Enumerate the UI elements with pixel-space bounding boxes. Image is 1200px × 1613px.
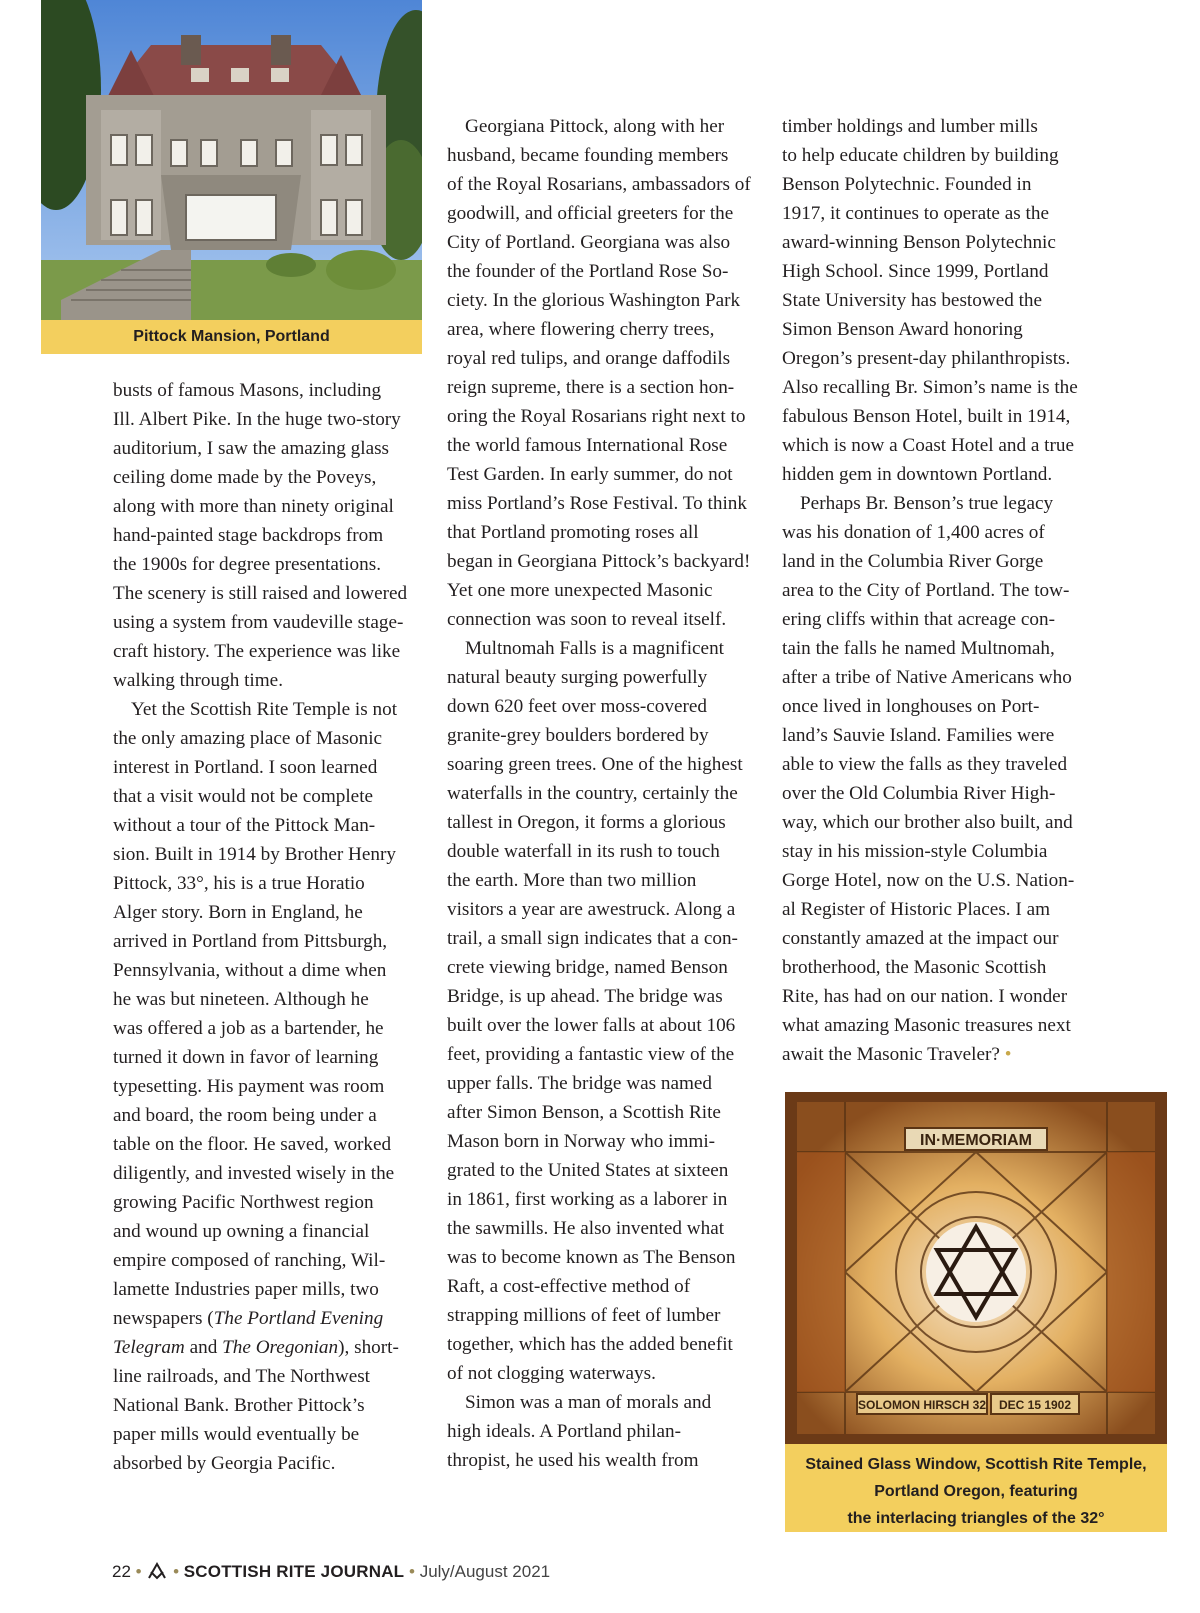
text-line: of not clogging waterways. (447, 1363, 656, 1384)
text-line: ceiling dome made by the Poveys, (113, 467, 377, 488)
text-line: down 620 feet over moss-covered (447, 696, 708, 717)
text-line: stay in his mission-style Columbia (782, 841, 1048, 862)
text-span: newspapers ( (113, 1308, 214, 1329)
stained-glass-photo (785, 1092, 1167, 1444)
text-line: Test Garden. In early summer, do not (447, 464, 733, 485)
text-line: and wound up owning a financial (113, 1221, 370, 1242)
text-line: The scenery is still raised and lowered (113, 583, 408, 604)
text-line: Simon was a man of morals and (465, 1392, 712, 1413)
text-line: trail, a small sign indicates that a con- (447, 928, 738, 949)
text-line: after a tribe of Native Americans who (782, 667, 1072, 688)
text-line: which is now a Coast Hotel and a true (782, 435, 1075, 456)
text-line: growing Pacific Northwest region (113, 1192, 374, 1213)
text-line (113, 1333, 428, 1362)
text-line: waterfalls in the country, certainly the (447, 783, 738, 804)
column-3 (782, 112, 1102, 1069)
italic-title: The Oregonian (222, 1337, 339, 1358)
text-line: without a tour of the Pittock Man- (113, 815, 376, 836)
text-line: Oregon’s present-day philanthropists. (782, 348, 1071, 369)
stained-glass-caption (785, 1444, 1167, 1532)
text-line: high ideals. A Portland philan- (447, 1421, 681, 1442)
text-line: what amazing Masonic treasures next (782, 1015, 1071, 1036)
text-line: land in the Columbia River Gorge (782, 551, 1044, 572)
italic-title: The Portland Evening (213, 1308, 384, 1329)
text-line: Alger story. Born in England, he (113, 902, 363, 923)
text-line: upper falls. The bridge was named (447, 1073, 712, 1094)
text-line: tallest in Oregon, it forms a glorious (447, 812, 726, 833)
text-line: the world famous International Rose (447, 435, 728, 456)
text-line: way, which our brother also built, and (782, 812, 1073, 833)
column-1 (113, 376, 428, 1478)
text-line: the only amazing place of Masonic (113, 728, 383, 749)
text-line: was to become known as The Benson (447, 1247, 736, 1268)
text-line: Georgiana Pittock, along with her (465, 116, 725, 137)
text-line: crete viewing bridge, named Benson (447, 957, 728, 978)
text-span: ), short- (338, 1337, 399, 1358)
text-line: auditorium, I saw the amazing glass (113, 438, 390, 459)
text-line: Perhaps Br. Benson’s true legacy (800, 493, 1054, 514)
text-line: the founder of the Portland Rose So- (447, 261, 729, 282)
text-line: the sawmills. He also invented what (447, 1218, 725, 1239)
text-line: granite-grey boulders bordered by (447, 725, 709, 746)
text-line: sion. Built in 1914 by Brother Henry (113, 844, 396, 865)
text-line: miss Portland’s Rose Festival. To think (447, 493, 747, 514)
text-line: empire composed of ranching, Wil- (113, 1250, 386, 1271)
text-line: once lived in longhouses on Port- (782, 696, 1040, 717)
text-line: along with more than ninety original (113, 496, 394, 517)
caption-line: Portland Oregon, featuring (874, 1483, 1078, 1500)
text-line: connection was soon to reveal itself. (447, 609, 727, 630)
text-span: and (184, 1337, 223, 1358)
text-line: tain the falls he named Multnomah, (782, 638, 1055, 659)
text-line: was his donation of 1,400 acres of (782, 522, 1045, 543)
text-line: husband, became founding members (447, 145, 729, 166)
compass-square-icon (146, 1562, 168, 1580)
text-line: Rite, has had on our nation. I wonder (782, 986, 1068, 1007)
text-line: table on the floor. He saved, worked (113, 1134, 392, 1155)
text-line: of the Royal Rosarians, ambassadors of (447, 174, 751, 195)
text-span: await the Masonic Traveler? (782, 1044, 1000, 1065)
separator: • (173, 1562, 180, 1581)
text-line: Yet the Scottish Rite Temple is not (131, 699, 398, 720)
text-line: that Portland promoting roses all (447, 522, 699, 543)
text-line: feet, providing a fantastic view of the (447, 1044, 735, 1065)
text-line: Ill. Albert Pike. In the huge two-story (113, 409, 401, 430)
text-line: line railroads, and The Northwest (113, 1366, 371, 1387)
text-line: walking through time. (113, 670, 283, 691)
hirsch-text: SOLOMON HIRSCH 32 (857, 1398, 987, 1412)
italic-title: Telegram (113, 1337, 185, 1358)
text-line: Bridge, is up ahead. The bridge was (447, 986, 723, 1007)
text-line: busts of famous Masons, including (113, 380, 382, 401)
text-line: 1917, it continues to operate as the (782, 203, 1049, 224)
text-line: Pennsylvania, without a dime when (113, 960, 387, 981)
text-line: award-winning Benson Polytechnic (782, 232, 1056, 253)
text-line: visitors a year are awestruck. Along a (447, 899, 736, 920)
text-line: able to view the falls as they traveled (782, 754, 1068, 775)
text-line: area, where flowering cherry trees, (447, 319, 715, 340)
text-line: soaring green trees. One of the highest (447, 754, 743, 775)
text-line: the earth. More than two million (447, 870, 697, 891)
text-line: land’s Sauvie Island. Families were (782, 725, 1055, 746)
text-line: Pittock, 33°, his is a true Horatio (113, 873, 365, 894)
text-line: royal red tulips, and orange daffodils (447, 348, 731, 369)
text-line: built over the lower falls at about 106 (447, 1015, 736, 1036)
text-line: absorbed by Georgia Pacific. (113, 1453, 336, 1474)
text-line (113, 1304, 428, 1333)
text-line: craft history. The experience was like (113, 641, 401, 662)
text-line: oring the Royal Rosarians right next to (447, 406, 746, 427)
text-line: natural beauty surging powerfully (447, 667, 708, 688)
text-line: ering cliffs within that acreage con- (782, 609, 1055, 630)
text-line: lamette Industries paper mills, two (113, 1279, 379, 1300)
caption-line: Stained Glass Window, Scottish Rite Temple, (805, 1456, 1147, 1473)
text-line: constantly amazed at the impact our (782, 928, 1059, 949)
page-footer (112, 1562, 550, 1582)
memoriam-text: IN·MEMORIAM (920, 1132, 1032, 1149)
text-line: hand-painted stage backdrops from (113, 525, 384, 546)
text-line: that a visit would not be complete (113, 786, 374, 807)
journal-title: SCOTTISH RITE JOURNAL (183, 1562, 405, 1581)
column-2 (447, 112, 762, 1475)
text-line (782, 1040, 1102, 1069)
text-line: arrived in Portland from Pittsburgh, (113, 931, 388, 952)
text-line: interest in Portland. I soon learned (113, 757, 378, 778)
text-line: Mason born in Norway who immi- (447, 1131, 716, 1152)
text-line: began in Georgiana Pittock’s backyard! (447, 551, 751, 572)
text-line: in 1861, first working as a laborer in (447, 1189, 728, 1210)
text-line: paper mills would eventually be (113, 1424, 360, 1445)
text-line: grated to the United States at sixteen (447, 1160, 729, 1181)
text-line: ciety. In the glorious Washington Park (447, 290, 741, 311)
text-line: he was but nineteen. Although he (113, 989, 369, 1010)
text-line: State University has bestowed the (782, 290, 1043, 311)
issue-date: July/August 2021 (419, 1562, 551, 1581)
text-line: al Register of Historic Places. I am (782, 899, 1051, 920)
text-line: Benson Polytechnic. Founded in (782, 174, 1032, 195)
text-line: and board, the room being under a (113, 1105, 377, 1126)
pittock-mansion-photo (41, 0, 422, 320)
text-line: area to the City of Portland. The tow- (782, 580, 1070, 601)
text-line: turned it down in favor of learning (113, 1047, 379, 1068)
text-line: diligently, and invested wisely in the (113, 1163, 395, 1184)
text-line: Raft, a cost-effective method of (447, 1276, 691, 1297)
text-line: thropist, he used his wealth from (447, 1450, 699, 1471)
text-line: timber holdings and lumber mills (782, 116, 1038, 137)
end-mark: • (1004, 1044, 1012, 1065)
text-line: double waterfall in its rush to touch (447, 841, 720, 862)
text-line: fabulous Benson Hotel, built in 1914, (782, 406, 1071, 427)
text-line: together, which has the added benefit (447, 1334, 733, 1355)
separator: • (409, 1562, 415, 1581)
separator: • (135, 1562, 142, 1581)
mansion-caption: Pittock Mansion, Portland (41, 320, 422, 354)
text-line: Gorge Hotel, now on the U.S. Nation- (782, 870, 1075, 891)
text-line: over the Old Columbia River High- (782, 783, 1056, 804)
text-line: to help educate children by building (782, 145, 1059, 166)
text-line: using a system from vaudeville stage- (113, 612, 404, 633)
page-number: 22 (112, 1562, 131, 1581)
text-line: hidden gem in downtown Portland. (782, 464, 1053, 485)
text-line: the 1900s for degree presentations. (113, 554, 382, 575)
text-line: was offered a job as a bartender, he (113, 1018, 384, 1039)
text-line: High School. Since 1999, Portland (782, 261, 1049, 282)
date-text: DEC 15 1902 (998, 1398, 1072, 1412)
text-line: after Simon Benson, a Scottish Rite (447, 1102, 721, 1123)
text-line: typesetting. His payment was room (113, 1076, 385, 1097)
text-line: City of Portland. Georgiana was also (447, 232, 731, 253)
text-line: goodwill, and official greeters for the (447, 203, 734, 224)
text-line: National Bank. Brother Pittock’s (113, 1395, 365, 1416)
text-line: reign supreme, there is a section hon- (447, 377, 735, 398)
text-line: Multnomah Falls is a magnificent (465, 638, 724, 659)
text-line: strapping millions of feet of lumber (447, 1305, 721, 1326)
text-line: brotherhood, the Masonic Scottish (782, 957, 1047, 978)
caption-line: the interlacing triangles of the 32° (847, 1510, 1105, 1527)
text-line: Simon Benson Award honoring (782, 319, 1023, 340)
text-line: Yet one more unexpected Masonic (447, 580, 713, 601)
text-line: Also recalling Br. Simon’s name is the (782, 377, 1078, 398)
